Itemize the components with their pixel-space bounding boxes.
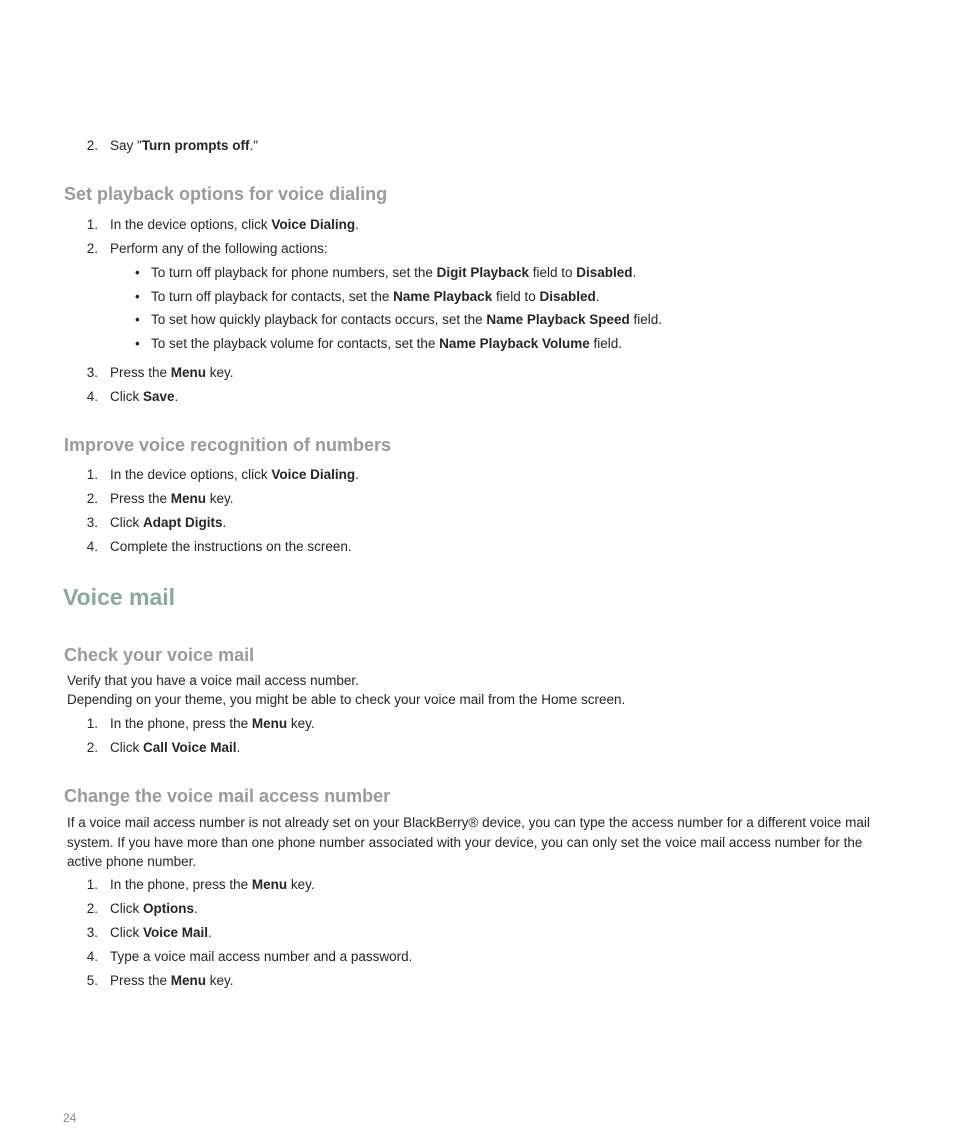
paragraph: If a voice mail access number is not already set on your BlackBerry® device, you can type the access number for a different voice mail system. If you have more than one phone number associated with your device, you can only set the voice mail access number for the active phone number. [67,815,870,869]
step-text: Complete the instructions on the screen. [110,539,352,554]
step-text: Click Adapt Digits. [110,515,227,530]
bullet-icon: • [135,312,140,327]
step-number: 4. [86,389,98,404]
bullet-icon: • [135,289,140,304]
step-number: 2. [86,740,98,755]
bullet-text: To set how quickly playback for contacts occurs, set the Name Playback Speed field. [151,312,663,327]
step-text: In the device options, click Voice Dialing. [110,217,359,232]
step-text: Click Call Voice Mail. [110,740,241,755]
step-number: 4. [86,949,98,964]
step-text: In the phone, press the Menu key. [110,877,315,892]
step-number: 1. [86,877,98,892]
step-number: 2. [86,138,98,153]
step-number: 3. [86,925,98,940]
bullet-icon: • [135,265,140,280]
step-number: 1. [86,467,98,482]
step-number: 4. [86,539,98,554]
step-number: 2. [86,901,98,916]
section-heading-voice-recognition: Improve voice recognition of numbers [64,435,392,455]
page-number: 24 [63,1111,77,1125]
section-heading-playback-options: Set playback options for voice dialing [64,184,388,204]
step-text: Say "Turn prompts off." [110,138,259,153]
step-number: 3. [86,365,98,380]
step-number: 5. [86,973,98,988]
step-number: 2. [86,241,98,256]
bullet-text: To set the playback volume for contacts, set the Name Playback Volume field. [151,336,623,351]
step-text: Press the Menu key. [110,491,234,506]
step-text: Click Voice Mail. [110,925,212,940]
step-text: In the phone, press the Menu key. [110,716,315,731]
step-text: Type a voice mail access number and a password. [110,949,413,964]
section-heading-check-voice-mail: Check your voice mail [64,645,255,665]
paragraph: Verify that you have a voice mail access number. [67,673,359,688]
step-number: 1. [86,217,98,232]
step-text: Perform any of the following actions: [110,241,328,256]
chapter-heading-voice-mail: Voice mail [63,584,176,610]
step-text: Press the Menu key. [110,973,234,988]
bullet-icon: • [135,336,140,351]
step-number: 1. [86,716,98,731]
step-number: 2. [86,491,98,506]
step-text: In the device options, click Voice Dialing. [110,467,359,482]
step-text: Press the Menu key. [110,365,234,380]
step-text: Click Options. [110,901,198,916]
section-heading-change-access-number: Change the voice mail access number [64,786,391,806]
bullet-text: To turn off playback for phone numbers, set the Digit Playback field to Disabled. [151,265,637,280]
step-number: 3. [86,515,98,530]
bullet-text: To turn off playback for contacts, set the Name Playback field to Disabled. [151,289,600,304]
paragraph: Depending on your theme, you might be able to check your voice mail from the Home screen. [67,692,626,707]
step-text: Click Save. [110,389,179,404]
